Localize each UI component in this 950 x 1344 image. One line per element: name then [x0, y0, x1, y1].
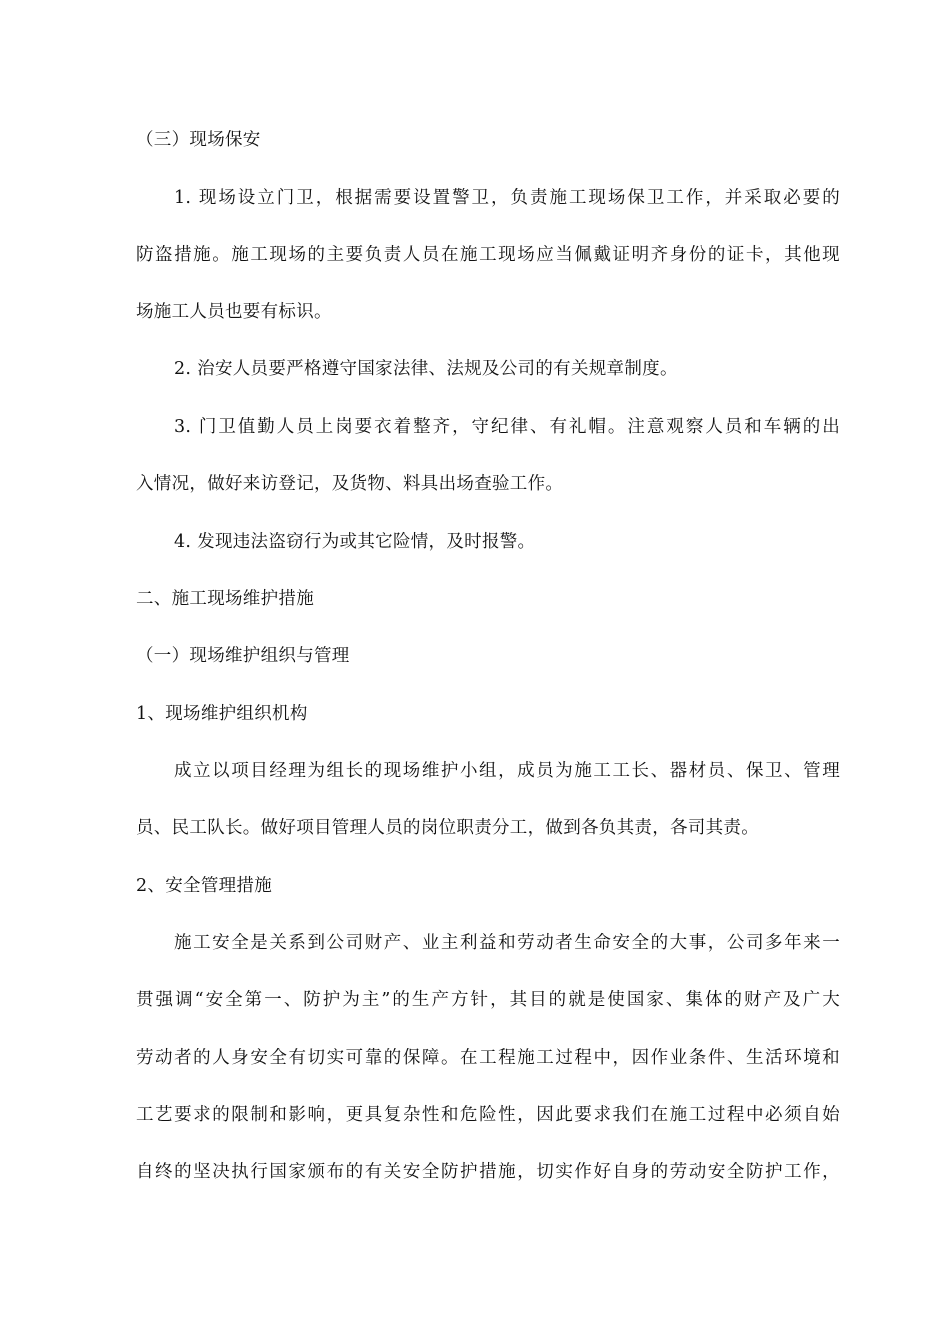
subsection-heading-org-structure: 1、现场维护组织机构 [136, 704, 308, 724]
section-heading-site-security: （三）现场保安 [136, 130, 261, 150]
paragraph-line: 防盗措施。施工现场的主要负责人员在施工现场应当佩戴证明齐身份的证卡，其他现 [136, 245, 840, 265]
paragraph-line: 工艺要求的限制和影响，更具复杂性和危险性，因此要求我们在施工过程中必须自始 [136, 1105, 840, 1125]
section-heading-maintenance-measures: 二、施工现场维护措施 [136, 589, 314, 609]
paragraph-line: 成立以项目经理为组长的现场维护小组，成员为施工工长、器材员、保卫、管理 [174, 761, 840, 781]
paragraph-line: 贯强调“安全第一、防护为主”的生产方针，其目的就是使国家、集体的财产及广大 [136, 990, 840, 1010]
paragraph-line: 2. 治安人员要严格遵守国家法律、法规及公司的有关规章制度。 [174, 359, 678, 379]
subsection-heading-organization: （一）现场维护组织与管理 [136, 646, 350, 666]
paragraph-line: 4. 发现违法盗窃行为或其它险情，及时报警。 [174, 532, 536, 552]
subsection-heading-safety-management: 2、安全管理措施 [136, 876, 273, 896]
paragraph-line: 3. 门卫值勤人员上岗要衣着整齐，守纪律、有礼帽。注意观察人员和车辆的出 [174, 417, 840, 437]
paragraph-line: 场施工人员也要有标识。 [136, 302, 332, 322]
paragraph-line: 入情况，做好来访登记，及货物、料具出场查验工作。 [136, 474, 564, 494]
paragraph-line: 员、民工队长。做好项目管理人员的岗位职责分工，做到各负其责，各司其责。 [136, 818, 759, 838]
paragraph-line: 自终的坚决执行国家颁布的有关安全防护措施，切实作好自身的劳动安全防护工作， [136, 1162, 840, 1182]
paragraph-line: 劳动者的人身安全有切实可靠的保障。在工程施工过程中，因作业条件、生活环境和 [136, 1048, 840, 1068]
paragraph-line: 施工安全是关系到公司财产、业主利益和劳动者生命安全的大事，公司多年来一 [174, 933, 840, 953]
paragraph-line: 1. 现场设立门卫，根据需要设置警卫，负责施工现场保卫工作，并采取必要的 [174, 188, 840, 208]
